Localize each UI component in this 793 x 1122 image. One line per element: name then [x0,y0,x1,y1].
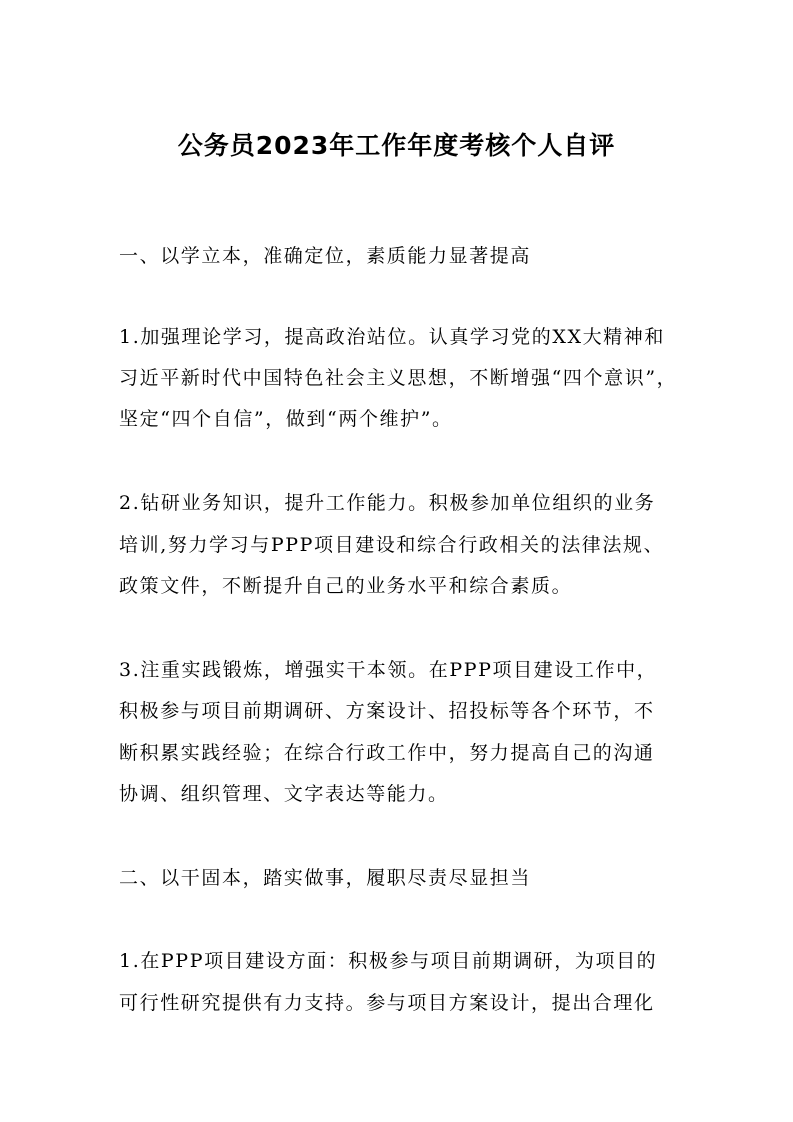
paragraph-line: 习近平新时代中国特色社会主义思想，不断增强“四个意识”， [119,367,678,389]
paragraph-line: 断积累实践经验；在综合行政工作中，努力提高自己的沟通 [119,742,655,764]
paragraph-line: 3.注重实践锻炼，增强实干本领。在PPP项目建设工作中， [119,659,658,681]
paragraph-line: 1.在PPP项目建设方面：积极参与项目前期调研，为项目的 [119,950,658,972]
paragraph-line: 2.钻研业务知识，提升工作能力。积极参加单位组织的业务 [119,492,656,514]
paragraph-line: 坚定“四个自信”，做到“两个维护”。 [119,408,453,430]
paragraph-line: 协调、组织管理、文字表达等能力。 [119,783,449,805]
paragraph-line: 1.加强理论学习，提高政治站位。认真学习党的XX大精神和 [119,326,665,348]
section-heading-1: 一、以学立本，准确定位，素质能力显著提高 [119,245,532,267]
paragraph-line: 可行性研究提供有力支持。参与项目方案设计，提出合理化 [119,992,655,1014]
paragraph-line: 培训,努力学习与PPP项目建设和综合行政相关的法律法规、 [119,534,665,556]
section-heading-2: 二、以干固本，踏实做事，履职尽责尽显担当 [119,867,532,889]
paragraph-line: 政策文件，不断提升自己的业务水平和综合素质。 [119,575,573,597]
paragraph-line: 积极参与项目前期调研、方案设计、招投标等各个环节，不 [119,700,655,722]
document-title: 公务员2023年工作年度考核个人自评 [177,131,616,160]
